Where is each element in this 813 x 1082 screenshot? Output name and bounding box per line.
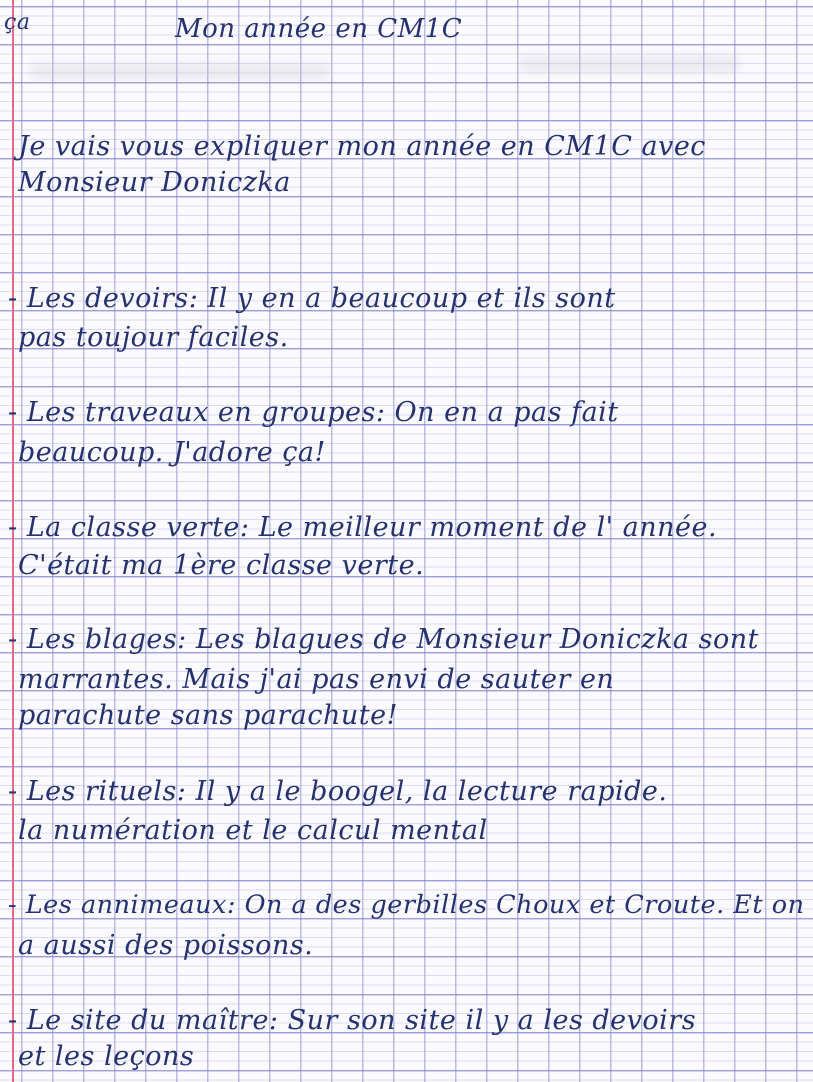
travaux-line-2: beaucoup. J'adore ça! xyxy=(18,437,326,468)
rituels-line-2: la numération et le calcul mental xyxy=(18,815,488,846)
intro-line-2: Monsieur Doniczka xyxy=(18,167,291,198)
corner-mark: ça xyxy=(4,10,31,35)
classe-verte-line-2: C'était ma 1ère classe verte. xyxy=(18,550,425,581)
classe-verte-line-1: - La classe verte: Le meilleur moment de l' année. xyxy=(8,512,718,543)
animaux-line-1: - Les annimeaux: On a des gerbilles Choux et Croute. Et on xyxy=(8,890,805,920)
rituels-line-1: - Les rituels: Il y a le boogel, la lecture rapide. xyxy=(8,776,668,807)
devoirs-line-1: - Les devoirs: Il y en a beaucoup et ils sont xyxy=(8,283,616,314)
animaux-line-2: a aussi des poissons. xyxy=(18,930,314,961)
smudge-mark xyxy=(520,55,740,73)
blagues-line-3: parachute sans parachute! xyxy=(18,700,398,731)
site-line-2: et les leçons xyxy=(18,1041,195,1072)
page-title: Mon année en CM1C xyxy=(175,14,463,44)
site-line-1: - Le site du maître: Sur son site il y a les devoirs xyxy=(8,1005,697,1036)
blagues-line-1: - Les blages: Les blagues de Monsieur Doniczka sont xyxy=(8,624,759,655)
travaux-line-1: - Les traveaux en groupes: On en a pas fait xyxy=(8,397,619,428)
blagues-line-2: marrantes. Mais j'ai pas envi de sauter en xyxy=(18,664,615,695)
devoirs-line-2: pas toujour faciles. xyxy=(18,322,289,353)
intro-line-1: Je vais vous expliquer mon année en CM1C avec xyxy=(18,131,706,162)
smudge-mark xyxy=(30,62,330,80)
